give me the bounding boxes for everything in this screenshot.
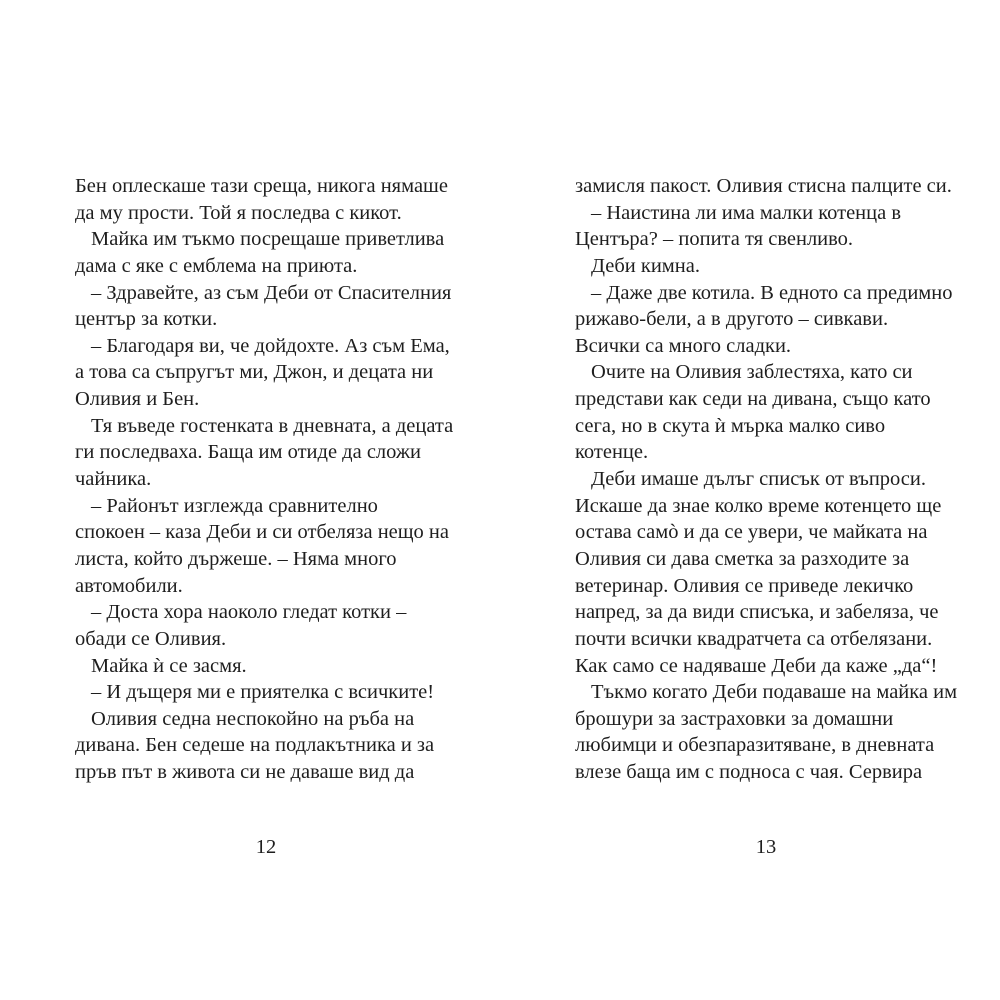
text-line: листа, който държеше. – Няма много [75,547,397,570]
text-line: чайника. [75,468,152,491]
text-line: Оливия и Бен. [75,388,200,411]
text-line: рижаво-бели, а в другото – сивкави. [575,308,889,331]
text-line: Деби кимна. [591,254,700,277]
text-line: котенце. [575,441,649,464]
text-line: Майка им тъкмо посрещаше приветлива [91,228,445,251]
text-line: – И дъщеря ми е приятелка с всичките! [91,681,435,704]
text-line: дивана. Бен седеше на подлакътника и за [75,734,435,757]
text-line: пръв път в живота си не даваше вид да [75,761,415,784]
text-line: да му прости. Той я последва с кикот. [75,201,402,224]
text-line: Всички са много сладки. [575,334,792,357]
text-line: – Доста хора наоколо гледат котки – [91,601,407,624]
text-line: Майка ѝ се засмя. [91,654,247,677]
text-line: Тя въведе гостенката в дневната, а децата [91,414,454,437]
text-line: брошури за застраховки за домашни [575,707,894,730]
text-line: любимци и обезпаразитяване, в дневната [575,734,935,757]
page-number-right: 13 [755,836,777,858]
text-line: обади се Оливия. [75,627,227,650]
text-line: почти всички квадратчета са отбелязани. [575,627,933,650]
text-line: Оливия си дава сметка за разходите за [575,547,910,570]
text-line: Искаше да знае колко време котенцето ще [575,494,942,517]
text-line: – Даже две котила. В едното са предимно [591,281,953,304]
text-line: ветеринар. Оливия се приведе лекичко [575,574,914,597]
text-line: влезе баща им с подноса с чая. Сервира [575,761,923,784]
text-line: а това са съпругът ми, Джон, и децата ни [75,361,434,384]
text-line: – Районът изглежда сравнително [91,494,378,517]
page-number-left: 12 [255,836,277,858]
text-line: Центъра? – попита тя свенливо. [575,228,854,251]
text-line: Деби имаше дълъг списък от въпроси. [591,468,926,491]
text-line: Оливия седна неспокойно на ръба на [91,707,415,730]
text-line: замисля пакост. Оливия стисна палците си. [575,175,952,197]
text-line: Очите на Оливия заблестяха, като си [591,361,913,384]
text-line: Бен оплескаше тази среща, никога нямаше [75,175,448,197]
text-line: – Наистина ли има малки котенца в [591,201,902,224]
text-line: остава самò и да се увери, че майката на [575,521,928,544]
text-line: автомобили. [75,574,183,597]
text-line: – Благодаря ви, че дойдохте. Аз съм Ема, [91,334,450,357]
text-line: – Здравейте, аз съм Деби от Спасителния [91,281,452,304]
left-page-text [75,173,453,786]
right-page-text [575,173,967,786]
text-line: център за котки. [75,308,218,331]
text-line: Тъкмо когато Деби подаваше на майка им [591,681,958,704]
text-line: Как само се надяваше Деби да каже „да“! [575,654,938,677]
text-line: спокоен – каза Деби и си отбеляза нещо на [75,521,450,544]
text-line: ги последваха. Баща им отиде да сложи [75,441,422,464]
text-line: дама с яке с емблема на приюта. [75,254,358,277]
text-line: напред, за да види списъка, и забеляза, че [575,601,939,624]
text-line: сега, но в скута ѝ мърка малко сиво [575,414,886,437]
text-line: представи как седи на дивана, също като [575,388,931,411]
